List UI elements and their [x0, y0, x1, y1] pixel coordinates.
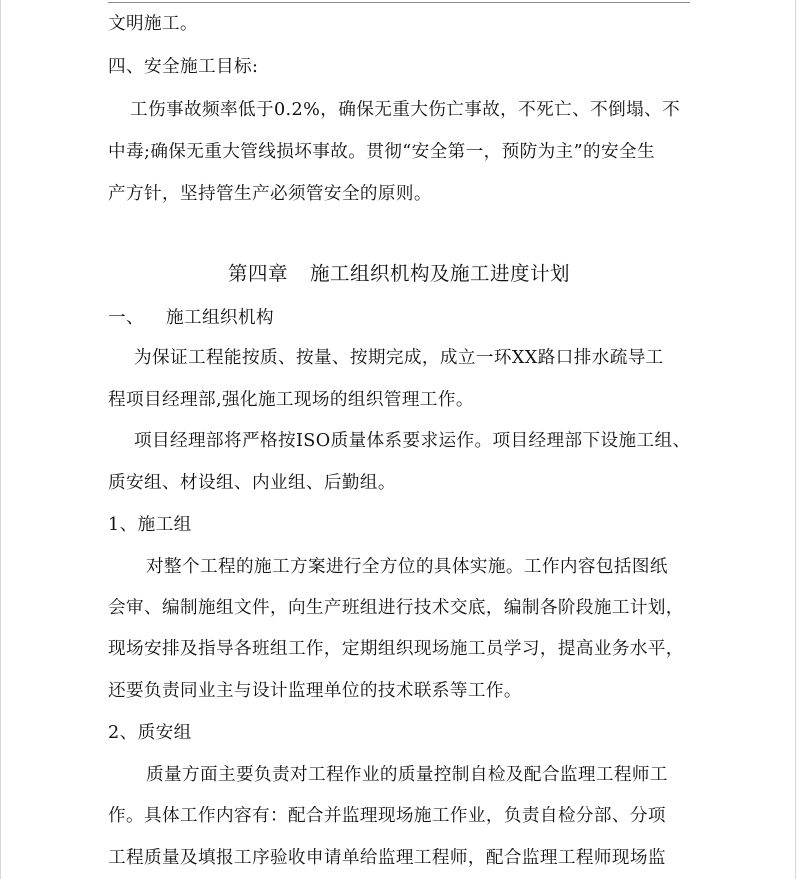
text-line: 程项目经理部,强化施工现场的组织管理工作。: [108, 390, 474, 410]
text-line: 质量方面主要负责对工程作业的质量控制自检及配合监理工程师工: [146, 765, 668, 785]
text-line: 质安组、材设组、内业组、后勤组。: [108, 473, 396, 493]
chapter-title: [108, 261, 690, 287]
text-line: 还要负责同业主与设计监理单位的技术联系等工作。: [108, 681, 522, 701]
item-heading-construction-team: 1、施工组: [108, 515, 192, 535]
page-left-edge: [0, 0, 1, 879]
text-line: 中毒;确保无重大管线损坏事故。贯彻“安全第一，预防为主”的安全生: [108, 142, 655, 162]
text-line: 工伤事故频率低于0.2%，确保无重大伤亡事故，不死亡、不倒塌、不: [130, 100, 681, 120]
section-heading-safety-goal: 四、安全施工目标:: [108, 57, 259, 77]
text-line: 为保证工程能按质、按量、按期完成，成立一环XX路口排水疏导工: [134, 348, 664, 368]
section-number: 一、: [108, 308, 144, 328]
text-line: 工程质量及填报工序验收申请单给监理工程师，配合监理工程师现场监: [108, 848, 666, 868]
section-heading-organization: [108, 306, 698, 330]
text-line: 对整个工程的施工方案进行全方位的具体实施。工作内容包括图纸: [146, 557, 668, 577]
text-line: 作。具体工作内容有：配合并监理现场施工作业，负责自检分部、分项: [108, 806, 666, 826]
page-right-edge: [795, 0, 796, 879]
text-line: 会审、编制施组文件，向生产班组进行技术交底，编制各阶段施工计划，: [108, 598, 684, 618]
header-rule: [108, 2, 690, 3]
chapter-number: 第四章: [227, 262, 288, 285]
item-heading-quality-safety-team: 2、质安组: [108, 723, 192, 743]
text-line: 文明施工。: [108, 14, 198, 34]
section-title: 施工组织机构: [166, 308, 274, 328]
text-line: 项目经理部将严格按ISO质量体系要求运作。项目经理部下设施工组、: [134, 431, 691, 451]
text-line: 现场安排及指导各班组工作，定期组织现场施工员学习，提高业务水平，: [108, 639, 684, 659]
chapter-name: 施工组织机构及施工进度计划: [310, 262, 571, 285]
text-line: 产方针，坚持管生产必须管安全的原则。: [108, 184, 432, 204]
